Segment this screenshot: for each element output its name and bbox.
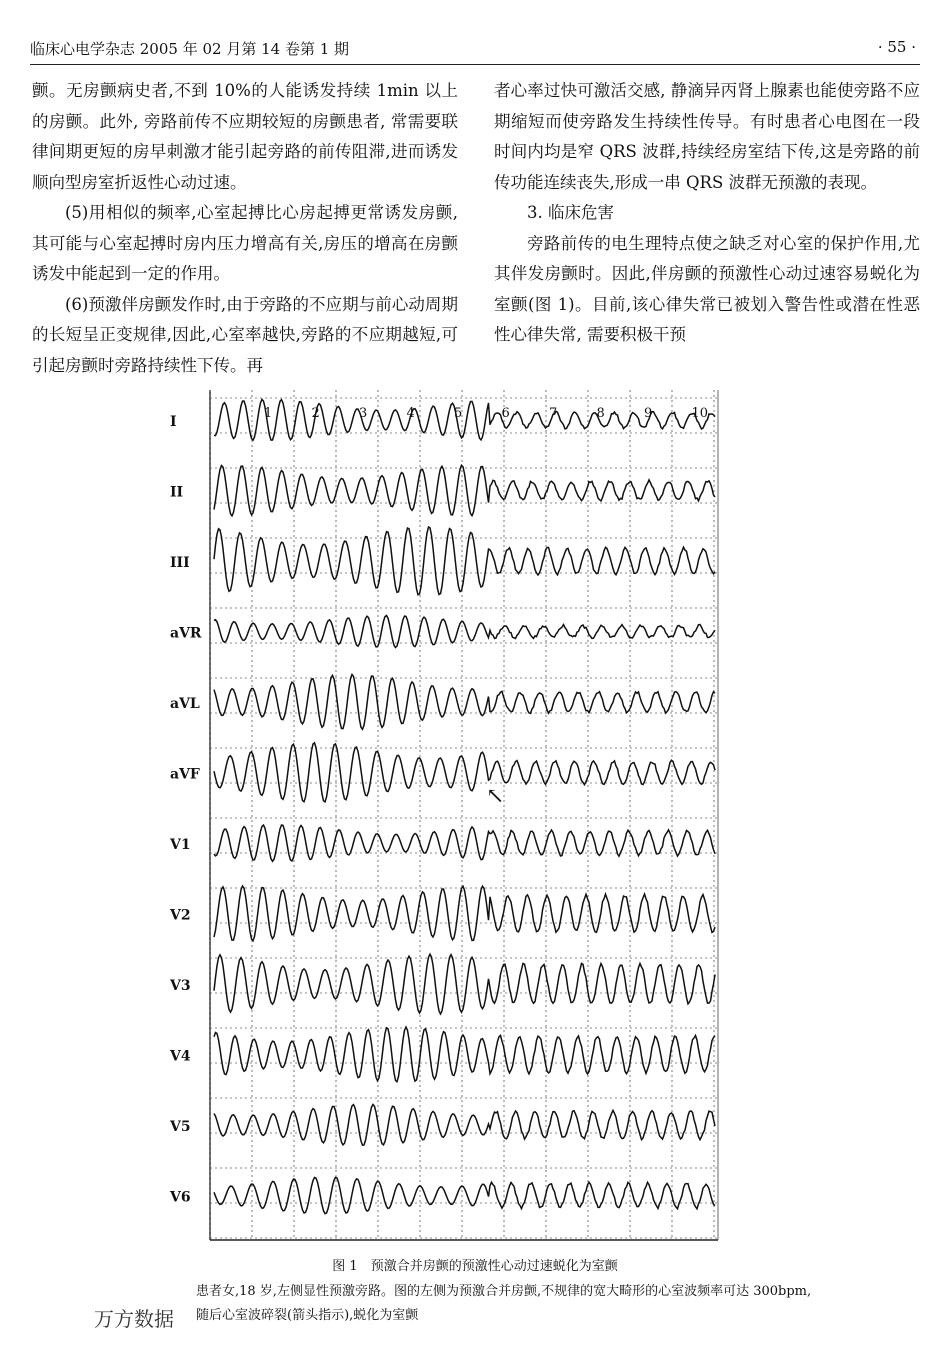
figure-caption: 患者女,18 岁,左侧显性预激旁路。图的左侧为预激合并房颤,不规律的宽大畸形的心室波频率可达 300bpm,随后心室波碎裂(箭头指示),蜕化为室颤 <box>196 1284 812 1323</box>
beat-number-7: 7 <box>549 406 558 421</box>
ecg-figure <box>160 385 725 1250</box>
lead-label-V2: V2 <box>170 907 191 924</box>
ecg-trace-aVF <box>214 743 715 802</box>
lead-label-V6: V6 <box>170 1189 191 1206</box>
ecg-traces <box>214 399 715 1213</box>
watermark-text: 万方数据 <box>94 1307 174 1331</box>
beat-number-9: 9 <box>644 406 653 421</box>
lead-label-V1: V1 <box>170 837 191 853</box>
left-column <box>32 76 458 381</box>
lead-label-V3: V3 <box>170 978 191 994</box>
ecg-trace-aVR <box>214 616 715 648</box>
lead-label-aVF: aVF <box>170 766 200 783</box>
beat-number-3: 3 <box>359 406 368 421</box>
ecg-trace-V6 <box>214 1177 715 1213</box>
page-header <box>30 38 920 65</box>
section-heading: 3. 临床危害 <box>527 203 614 222</box>
ecg-trace-V3 <box>214 954 715 1014</box>
right-column <box>494 76 920 351</box>
ecg-trace-III <box>214 527 715 595</box>
left-paragraph-3: (6)预激伴房颤发作时,由于旁路的不应期与前心动周期的长短呈正变规律,因此,心室率越快,旁路的不应期越短,可引起房颤时旁路持续性下传。再 <box>32 294 458 375</box>
ecg-trace-V4 <box>214 1027 715 1082</box>
lead-label-III: III <box>170 555 190 571</box>
lead-labels <box>169 414 202 1206</box>
right-paragraph-2: 旁路前传的电生理特点使之缺乏对心室的保护作用,尤其伴发房颤时。因此,伴房颤的预激性心动过速容易蜕化为室颤(图 1)。目前,该心律失常已被划入警告性或潜在性恶性心律失常, 需要积极干预 <box>494 233 920 344</box>
beat-number-10: 10 <box>691 406 709 421</box>
beat-number-6: 6 <box>501 406 510 421</box>
lead-label-V4: V4 <box>170 1048 191 1065</box>
lead-label-II: II <box>170 484 184 501</box>
left-paragraph-1: 颤。无房颤病史者,不到 10%的人能诱发持续 1min 以上的房颤。此外, 旁路前传不应期较短的房颤患者, 常需要联律间期更短的房早刺激才能引起旁路的前传阻滞,进而诱发顺向型房室折返性心动过速。 <box>32 81 458 192</box>
ecg-trace-V5 <box>214 1105 715 1146</box>
figure-title: 图 1 预激合并房颤的预激性心动过速蜕化为室颤 <box>332 1259 618 1274</box>
ecg-trace-II <box>214 465 715 516</box>
lead-label-aVL: aVL <box>170 696 200 712</box>
lead-label-V5: V5 <box>170 1119 191 1135</box>
ecg-trace-I <box>214 399 715 440</box>
beat-number-5: 5 <box>454 406 463 421</box>
beat-number-2: 2 <box>311 406 320 421</box>
journal-title: 临床心电学杂志 2005 年 02 月第 14 卷第 1 期 <box>30 40 350 58</box>
beat-number-4: 4 <box>406 406 415 421</box>
right-paragraph-1: 者心率过快可激活交感, 静滴异丙肾上腺素也能使旁路不应期缩短而使旁路发生持续性传导。有时患者心电图在一段时间内均是窄 QRS 波群,持续经房室结下传,这是旁路的前传功能连续丧失,形成一串 QRS 波群无预激的表现。 <box>494 81 920 192</box>
ecg-trace-V2 <box>214 886 715 941</box>
page-number: · 55 · <box>877 38 916 56</box>
lead-label-I: I <box>170 414 177 430</box>
left-paragraph-2: (5)用相似的频率,心室起搏比心房起搏更常诱发房颤,其可能与心室起搏时房内压力增高有关,房压的增高在房颤诱发中能起到一定的作用。 <box>32 203 458 283</box>
beat-number-1: 1 <box>264 406 273 421</box>
lead-label-aVR: aVR <box>170 625 202 642</box>
ecg-trace-V1 <box>214 825 715 861</box>
beat-number-8: 8 <box>596 406 605 421</box>
arrow-icon: ↖ <box>486 784 505 809</box>
ecg-trace-aVL <box>214 675 715 730</box>
ecg-grid <box>210 390 718 1240</box>
